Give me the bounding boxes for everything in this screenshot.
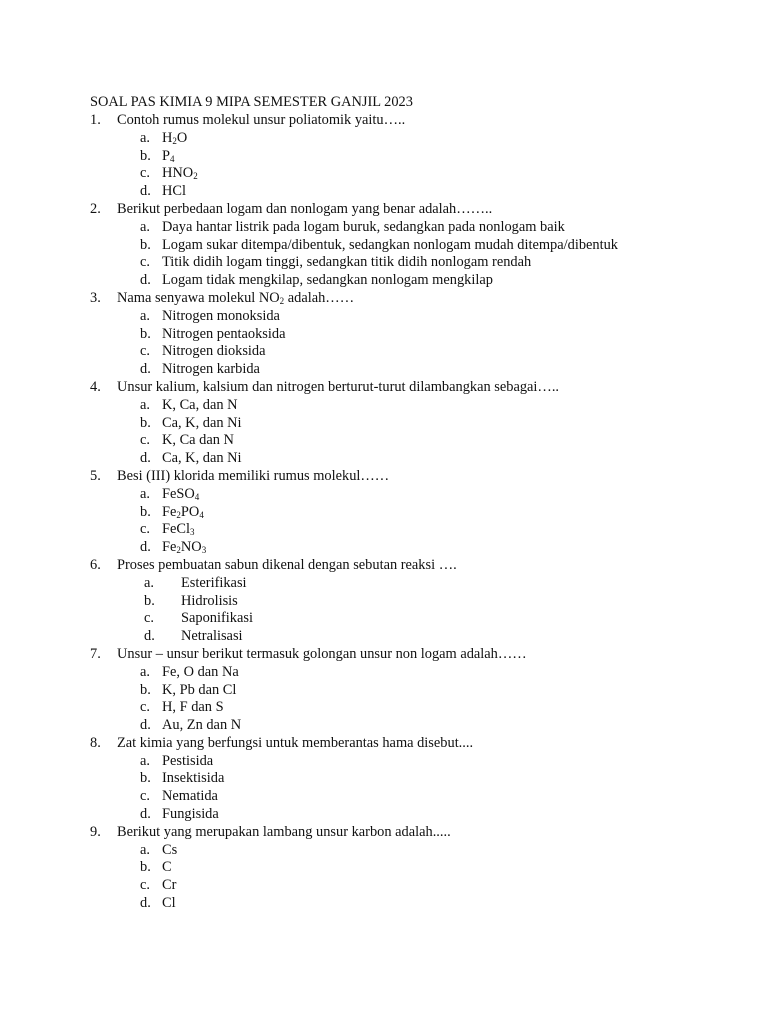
answer-option (90, 486, 750, 504)
option-text (162, 148, 175, 166)
answer-option (90, 610, 750, 628)
text-segment: Fe, O dan Na (162, 663, 239, 680)
subscript: 3 (201, 545, 207, 556)
option-letter: b. (140, 681, 151, 698)
question-4 (90, 379, 750, 468)
question-text: Proses pembuatan sabun dikenal dengan sebutan reaksi …. (117, 556, 457, 573)
text-segment: Insektisida (162, 770, 225, 787)
question-3 (90, 290, 750, 379)
option-letter: c. (140, 254, 150, 271)
question-1 (90, 112, 750, 201)
text-segment: Nitrogen dioksida (162, 343, 266, 360)
option-letter: b. (144, 592, 155, 609)
question-text: Besi (III) klorida memiliki rumus molekul…… (117, 467, 390, 484)
option-letter: c. (140, 788, 150, 805)
answer-option (90, 521, 750, 539)
option-text (162, 842, 177, 860)
text-segment: Nematida (162, 788, 218, 805)
question-stem (90, 201, 750, 219)
option-text (162, 272, 493, 290)
question-number: 3. (90, 289, 101, 306)
option-letter: c. (140, 165, 150, 182)
question-text (117, 290, 354, 308)
text-segment: Cs (162, 841, 178, 858)
question-stem (90, 468, 750, 486)
question-stem (90, 735, 750, 753)
option-letter: c. (140, 699, 150, 716)
text-segment: Cr (162, 877, 177, 894)
option-text (162, 397, 238, 415)
question-8 (90, 735, 750, 824)
text-segment: Fungisida (162, 806, 219, 823)
option-text (162, 699, 224, 717)
subscript: 3 (190, 527, 195, 538)
answer-option (90, 219, 750, 237)
answer-option (90, 859, 750, 877)
text-segment: Logam sukar ditempa/dibentuk, sedangkan nonlogam mudah ditempa/dibentuk (162, 236, 619, 253)
subscript: 4 (194, 491, 200, 502)
option-text (162, 664, 239, 682)
option-text (162, 326, 286, 344)
option-text (162, 432, 234, 450)
option-letter: d. (140, 539, 151, 556)
answer-option (90, 788, 750, 806)
text-segment: Ca, K, dan Ni (162, 414, 242, 431)
answer-option (90, 272, 750, 290)
text-segment: Nama senyawa molekul NO (117, 289, 280, 306)
answer-option (90, 575, 750, 593)
option-letter: b. (140, 859, 151, 876)
option-text (181, 628, 243, 646)
answer-option (90, 361, 750, 379)
option-text (162, 806, 219, 824)
option-text (162, 165, 198, 183)
question-stem (90, 112, 750, 130)
text-segment: HCl (162, 183, 186, 200)
subscript: 2 (176, 509, 181, 520)
question-text: Zat kimia yang berfungsi untuk memberantas hama disebut.... (117, 734, 474, 751)
question-number: 7. (90, 645, 101, 662)
text-segment: Esterifikasi (181, 574, 247, 591)
option-text (162, 130, 187, 148)
option-letter: a. (140, 218, 150, 235)
option-letter: d. (140, 895, 151, 912)
subscript: 2 (172, 135, 177, 146)
option-text (162, 219, 565, 237)
option-letter: a. (144, 574, 154, 591)
option-text (162, 521, 195, 539)
option-text (162, 237, 618, 255)
question-list (90, 112, 750, 913)
answer-option (90, 539, 750, 557)
question-number: 8. (90, 734, 101, 751)
answer-option (90, 397, 750, 415)
question-number: 9. (90, 823, 101, 840)
option-letter: d. (140, 450, 151, 467)
question-stem (90, 290, 750, 308)
page-title: SOAL PAS KIMIA 9 MIPA SEMESTER GANJIL 2023 (90, 94, 413, 110)
option-text (162, 539, 206, 557)
question-7 (90, 646, 750, 735)
answer-option (90, 593, 750, 611)
question-text: Unsur – unsur berikut termasuk golongan unsur non logam adalah…… (117, 645, 527, 662)
question-5 (90, 468, 750, 557)
option-text (162, 859, 172, 877)
answer-option (90, 877, 750, 895)
question-number: 6. (90, 556, 101, 573)
option-text (181, 575, 247, 593)
text-segment: Ca, K, dan Ni (162, 450, 242, 467)
text-segment: Daya hantar listrik pada logam buruk, sedangkan pada nonlogam baik (162, 218, 565, 235)
option-letter: c. (144, 610, 154, 627)
text-segment: Logam tidak mengkilap, sedangkan nonlogam mengkilap (162, 272, 493, 289)
answer-option (90, 806, 750, 824)
option-text (162, 682, 236, 700)
text-segment: FeCl (162, 521, 190, 538)
option-text (162, 254, 531, 272)
option-text (162, 415, 242, 433)
option-letter: d. (144, 628, 155, 645)
answer-option (90, 237, 750, 255)
text-segment: Au, Zn dan N (162, 717, 242, 734)
option-text (181, 593, 238, 611)
answer-option (90, 682, 750, 700)
subscript: 4 (170, 153, 175, 164)
text-segment: O (176, 129, 188, 146)
answer-option (90, 165, 750, 183)
question-number: 5. (90, 467, 101, 484)
text-segment: Pestisida (162, 752, 214, 769)
answer-option (90, 664, 750, 682)
question-stem (90, 646, 750, 664)
answer-option (90, 415, 750, 433)
question-stem (90, 379, 750, 397)
text-segment: C (162, 859, 172, 876)
option-text (162, 343, 266, 361)
option-letter: d. (140, 361, 151, 378)
option-letter: a. (140, 129, 150, 146)
question-text: Contoh rumus molekul unsur poliatomik yaitu….. (117, 112, 406, 128)
answer-option (90, 699, 750, 717)
option-text (162, 361, 260, 379)
text-segment: H, F dan S (162, 699, 224, 716)
text-segment: Nitrogen monoksida (162, 307, 280, 324)
answer-option (90, 770, 750, 788)
answer-option (90, 432, 750, 450)
option-letter: c. (140, 877, 150, 894)
option-letter: a. (140, 396, 150, 413)
option-text (162, 504, 204, 522)
text-segment: K, Pb dan Cl (162, 681, 237, 698)
option-letter: c. (140, 521, 150, 538)
option-letter: a. (140, 663, 150, 680)
text-segment: HNO (162, 165, 194, 182)
question-text: Unsur kalium, kalsium dan nitrogen berturut-turut dilambangkan sebagai….. (117, 378, 560, 395)
text-segment: Saponifikasi (181, 610, 253, 627)
option-letter: a. (140, 752, 150, 769)
option-text (162, 788, 218, 806)
option-letter: b. (140, 147, 151, 164)
answer-option (90, 717, 750, 735)
option-letter: b. (140, 770, 151, 787)
text-segment: Nitrogen pentaoksida (162, 325, 286, 342)
question-stem (90, 824, 750, 842)
text-segment: H (162, 129, 173, 146)
question-text: Berikut perbedaan logam dan nonlogam yang benar adalah…….. (117, 200, 493, 217)
answer-option (90, 130, 750, 148)
option-text (181, 610, 253, 628)
option-text (162, 450, 242, 468)
option-text (162, 183, 186, 201)
option-letter: b. (140, 503, 151, 520)
option-text (162, 717, 241, 735)
option-letter: d. (140, 717, 151, 734)
text-segment: adalah…… (284, 289, 355, 306)
option-text (162, 895, 176, 913)
question-text: Berikut yang merupakan lambang unsur karbon adalah..... (117, 823, 451, 840)
subscript: 2 (193, 171, 198, 182)
answer-option (90, 326, 750, 344)
option-letter: a. (140, 485, 150, 502)
option-letter: a. (140, 307, 150, 324)
question-number: 2. (90, 200, 101, 217)
option-letter: a. (140, 841, 150, 858)
text-segment: Cl (162, 895, 176, 912)
text-segment: Hidrolisis (181, 592, 238, 609)
option-text (162, 486, 199, 504)
question-number: 4. (90, 378, 101, 395)
question-2 (90, 201, 750, 290)
option-letter: c. (140, 343, 150, 360)
text-segment: NO (180, 539, 202, 556)
option-letter: d. (140, 806, 151, 823)
text-segment: P (162, 147, 171, 164)
answer-option (90, 842, 750, 860)
text-segment: Titik didih logam tinggi, sedangkan titik didih nonlogam rendah (162, 254, 532, 271)
option-text (162, 770, 224, 788)
question-number: 1. (90, 112, 101, 128)
answer-option (90, 753, 750, 771)
answer-option (90, 183, 750, 201)
option-text (162, 308, 280, 326)
option-letter: d. (140, 272, 151, 289)
option-text (162, 877, 176, 895)
text-segment: Fe (162, 503, 177, 520)
answer-option (90, 148, 750, 166)
answer-option (90, 628, 750, 646)
option-letter: b. (140, 236, 151, 253)
text-segment: Fe (162, 539, 177, 556)
answer-option (90, 343, 750, 361)
answer-option (90, 504, 750, 522)
option-letter: d. (140, 183, 151, 200)
subscript: 2 (176, 545, 181, 556)
option-letter: c. (140, 432, 150, 449)
answer-option (90, 450, 750, 468)
answer-option (90, 895, 750, 913)
answer-option (90, 308, 750, 326)
text-segment: FeSO (162, 485, 195, 502)
subscript: 2 (279, 295, 285, 306)
option-letter: b. (140, 414, 151, 431)
text-segment: PO (180, 503, 200, 520)
answer-option (90, 254, 750, 272)
question-9 (90, 824, 750, 913)
option-text (162, 753, 213, 771)
question-6 (90, 557, 750, 646)
text-segment: K, Ca dan N (162, 432, 234, 449)
text-segment: Netralisasi (181, 628, 243, 645)
text-segment: K, Ca, dan N (162, 396, 238, 413)
subscript: 4 (199, 509, 204, 520)
option-letter: b. (140, 325, 151, 342)
question-stem (90, 557, 750, 575)
text-segment: Nitrogen karbida (162, 361, 260, 378)
